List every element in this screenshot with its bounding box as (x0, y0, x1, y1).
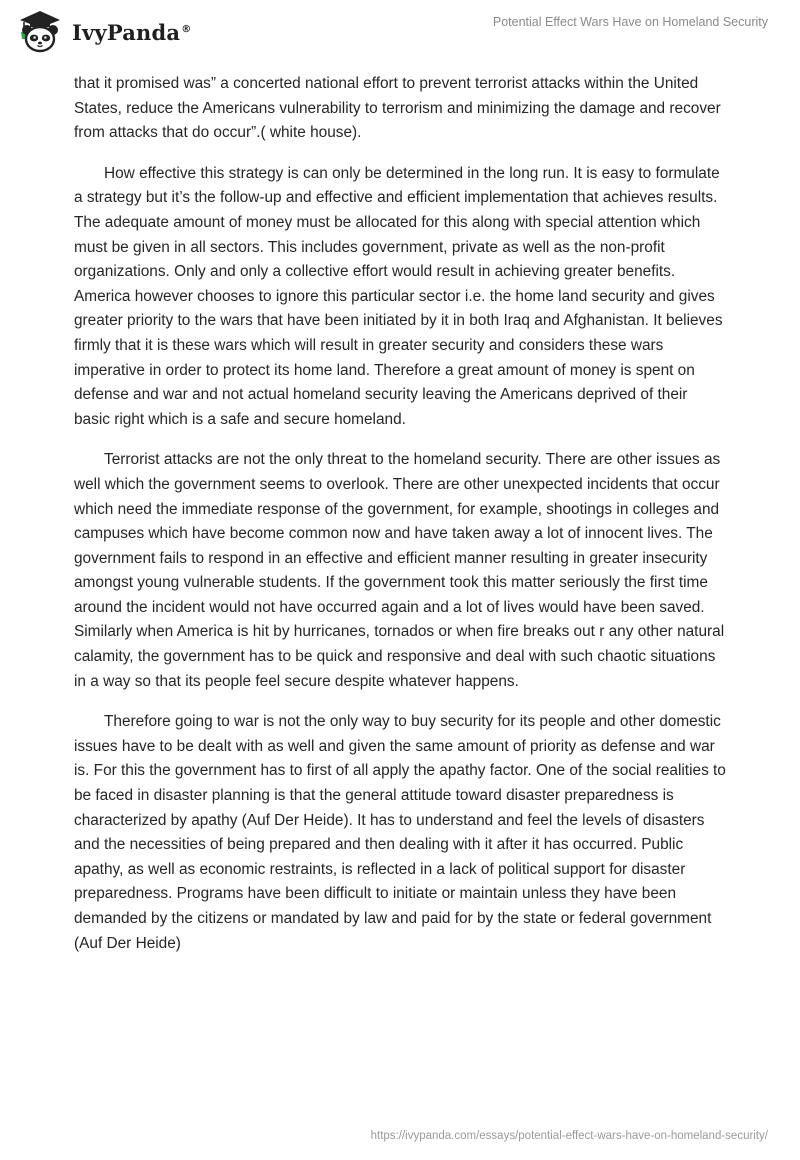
panda-graduate-icon (14, 8, 66, 54)
page-header (0, 0, 800, 60)
brand-name (72, 20, 191, 45)
brand-logo[interactable] (14, 8, 191, 54)
brand-name-text: IvyPanda (72, 19, 181, 45)
document-title: Potential Effect Wars Have on Homeland Security (492, 15, 768, 29)
essay-body (74, 72, 726, 972)
essay-paragraph-4: Therefore going to war is not the only way to buy security for its people and other domestic issues have to be dealt with as well and given the same amount of priority as defense and war is. For this the government has to first of all apply the apathy factor. One of the social realities to be faced in disaster planning is that the general attitude toward disaster preparedness is characterized by apathy (Auf Der Heide). It has to understand and feel the levels of disasters and the necessities of being prepared and then dealing with it after it has occurred. Public apathy, as well as economic restraints, is reflected in a lack of political support for disaster preparedness. Programs have been difficult to initiate or maintain unless they have been demanded by the citizens or mandated by law and paid for by the state or federal government (Auf Der Heide) (74, 713, 726, 952)
essay-paragraph-2: How effective this strategy is can only be determined in the long run. It is easy to formulate a strategy but it’s the follow-up and effective and efficient implementation that achieves results. The adequate amount of money must be allocated for this along with special attention which must be given in all sectors. This includes government, private as well as the non-profit organizations. Only and only a collective effort would result in achieving greater benefits. America however chooses to ignore this particular sector i.e. the home land security and gives greater priority to the wars that have been initiated by it in both Iraq and Afghanistan. It believes firmly that it is these wars which will result in greater security and considers these wars imperative in order to protect its home land. Therefore a great amount of money is spent on defense and war and not actual homeland security leaving the Americans deprived of their basic right which is a safe and secure homeland. (74, 164, 723, 428)
essay-paragraph-1: that it promised was” a concerted national effort to prevent terrorist attacks within the United States, reduce the Americans vulnerability to terrorism and minimizing the damage and recover from attacks that do occur”.( white house). (74, 75, 721, 142)
essay-paragraph-3: Terrorist attacks are not the only threat to the homeland security. There are other issues as well which the government seems to overlook. There are other unexpected incidents that occur which need the immediate response of the government, for example, shootings in colleges and campuses which have become common now and have taken away a lot of innocent lives. The government fails to respond in an effective and efficient manner resulting in greater insecurity amongst young vulnerable students. If the government took this matter seriously the first time around the incident would not have occurred again and a lot of lives would have been saved. Similarly when America is hit by hurricanes, tornados or when fire breaks out r any other natural calamity, the government has to be quick and responsive and deal with such chaotic situations in a way so that its people feel secure despite whatever happens. (74, 451, 725, 690)
brand-registered-mark: ® (181, 23, 192, 35)
source-url[interactable]: https://ivypanda.com/essays/potential-effect-wars-have-on-homeland-security/ (370, 1130, 768, 1142)
